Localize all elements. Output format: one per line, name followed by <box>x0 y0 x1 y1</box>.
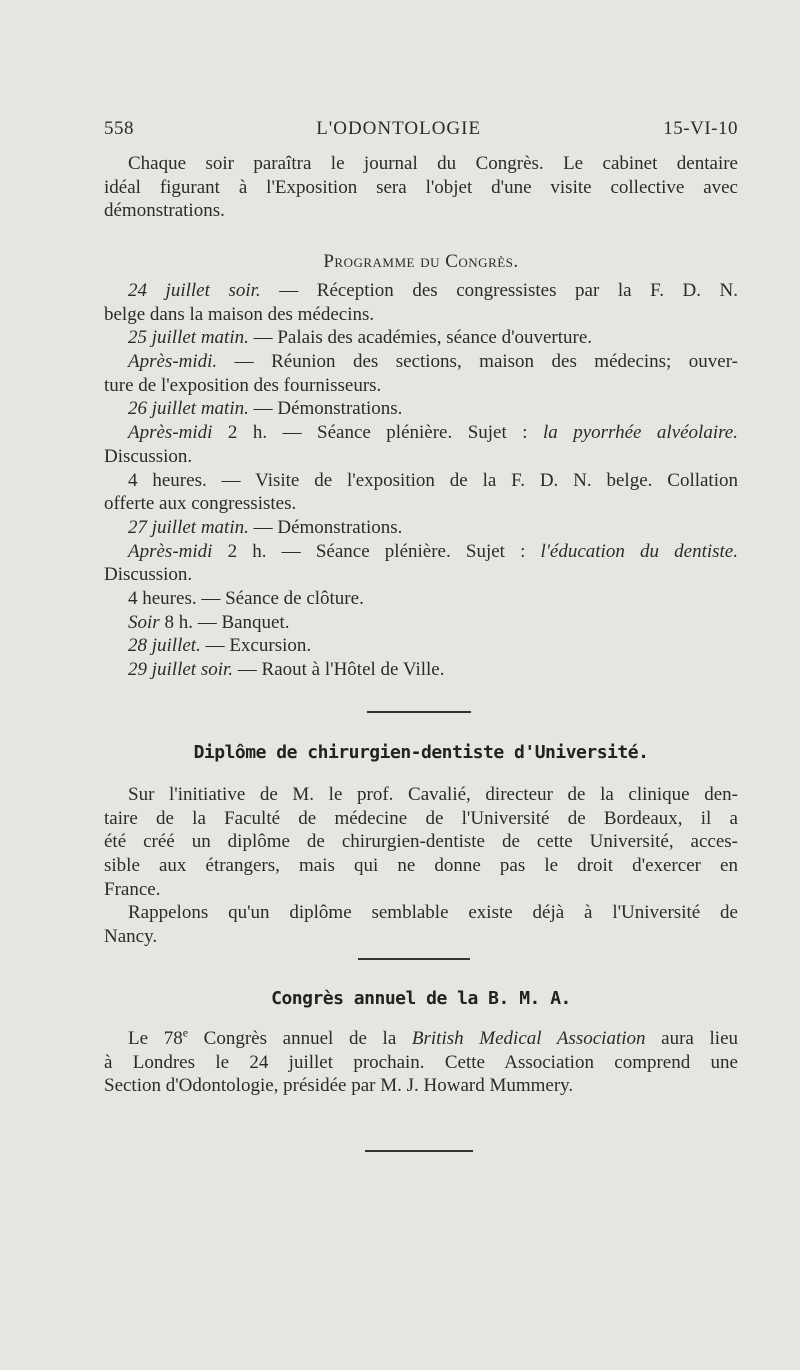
programme-text: offerte aux congressistes. <box>104 493 297 515</box>
text-line: démonstrations. <box>104 200 225 222</box>
programme-text: Discussion. <box>104 564 193 586</box>
programme-item <box>104 445 738 469</box>
text-line: Rappelons qu'un diplôme semblable existe déjà à l'Université de <box>128 902 738 924</box>
programme-topic: l'éducation du dentiste. <box>540 540 738 562</box>
programme-item <box>104 611 738 635</box>
programme-date: 24 juillet soir. <box>128 280 261 301</box>
programme-title-wrap <box>104 250 738 274</box>
text-fragment: Congrès annuel de la <box>188 1028 412 1049</box>
text-line: sible aux étrangers, mais qui ne donne pas le droit d'exercer en <box>104 855 738 877</box>
programme-text: Discussion. <box>104 445 193 467</box>
programme-item <box>104 374 738 398</box>
text-line: Sur l'initiative de M. le prof. Cavalié, directeur de la clinique den- <box>128 784 738 805</box>
programme-text: — Réunion des sections, maison des médecins; ouver- <box>217 351 738 373</box>
section-heading-congres: Congrès annuel de la B. M. A. <box>271 988 571 1009</box>
text-fragment: Le 78 <box>128 1028 183 1049</box>
text-line: Chaque soir paraîtra le journal du Congrès. Le cabinet dentaire <box>128 153 738 174</box>
programme-item <box>104 469 738 493</box>
programme-date: Après-midi. <box>128 351 218 373</box>
programme-date: Après-midi <box>128 422 213 444</box>
programme-item <box>104 658 738 682</box>
issue-date: 15-VI-10 <box>663 118 738 139</box>
programme-date: Soir <box>128 611 160 633</box>
running-header <box>104 118 738 140</box>
section-divider <box>367 711 471 713</box>
programme-date: 25 juillet matin. <box>128 327 249 349</box>
programme-text: — Raout à l'Hôtel de Ville. <box>233 659 445 680</box>
programme-title: Programme du Congrès. <box>323 251 519 272</box>
programme-text: 2 h. — Séance plénière. Sujet : <box>212 540 541 562</box>
section-heading-diplome: Diplôme de chirurgien-dentiste d'Université. <box>193 742 649 763</box>
programme-list <box>104 279 738 682</box>
text-line: Nancy. <box>104 926 158 948</box>
programme-item <box>104 587 738 611</box>
programme-text: — Démonstrations. <box>248 516 403 538</box>
association-name: British Medical Association <box>411 1028 646 1049</box>
programme-item <box>104 540 738 564</box>
programme-date: 26 juillet matin. <box>128 398 249 420</box>
text-line: taire de la Faculté de médecine de l'Université de Bordeaux, il a <box>104 807 738 829</box>
journal-title: L'ODONTOLOGIE <box>316 118 482 139</box>
programme-date: 28 juillet. <box>128 635 201 657</box>
programme-item <box>104 326 738 350</box>
programme-text: 2 h. — Séance plénière. Sujet : <box>212 422 543 444</box>
diplome-paragraph <box>104 783 738 949</box>
programme-text: — Palais des académies, séance d'ouverture. <box>248 327 593 349</box>
programme-text: — Excursion. <box>200 635 312 657</box>
superscript: e <box>182 1025 189 1040</box>
programme-item <box>104 421 738 445</box>
programme-text: belge dans la maison des médecins. <box>104 303 375 325</box>
programme-item <box>104 516 738 540</box>
congres-paragraph <box>104 1027 738 1098</box>
text-line: à Londres le 24 juillet prochain. Cette Association comprend une <box>104 1051 738 1073</box>
programme-text: — Démonstrations. <box>248 398 403 420</box>
programme-item <box>104 279 738 303</box>
programme-text: — Réception des congressistes par la F. D. N. <box>260 280 738 301</box>
text-line: Section d'Odontologie, présidée par M. J. Howard Mummery. <box>104 1075 574 1097</box>
programme-item <box>104 492 738 516</box>
programme-topic: la pyorrhée alvéolaire. <box>542 422 738 444</box>
programme-item <box>104 397 738 421</box>
text-line: idéal figurant à l'Exposition sera l'objet d'une visite collective avec <box>104 176 738 198</box>
page-number: 558 <box>104 118 134 139</box>
programme-text: 8 h. — Banquet. <box>159 611 290 633</box>
programme-text: 4 heures. — Visite de l'exposition de la F. D. N. belge. Collation <box>128 469 738 491</box>
programme-date: 27 juillet matin. <box>128 516 249 538</box>
programme-item <box>104 634 738 658</box>
section-divider <box>358 958 470 960</box>
programme-item <box>104 563 738 587</box>
programme-text: 4 heures. — Séance de clôture. <box>128 587 364 609</box>
text-fragment: aura lieu <box>645 1028 738 1049</box>
section-divider <box>365 1150 473 1152</box>
text-line: été créé un diplôme de chirurgien-dentiste de cette Université, acces- <box>104 831 738 853</box>
programme-item <box>104 303 738 327</box>
programme-date: Après-midi <box>128 540 213 562</box>
programme-item <box>104 350 738 374</box>
intro-paragraph <box>104 152 738 223</box>
programme-date: 29 juillet soir. <box>128 659 234 680</box>
text-line: France. <box>104 878 161 900</box>
text-line <box>104 1027 738 1051</box>
programme-text: ture de l'exposition des fournisseurs. <box>104 374 382 396</box>
